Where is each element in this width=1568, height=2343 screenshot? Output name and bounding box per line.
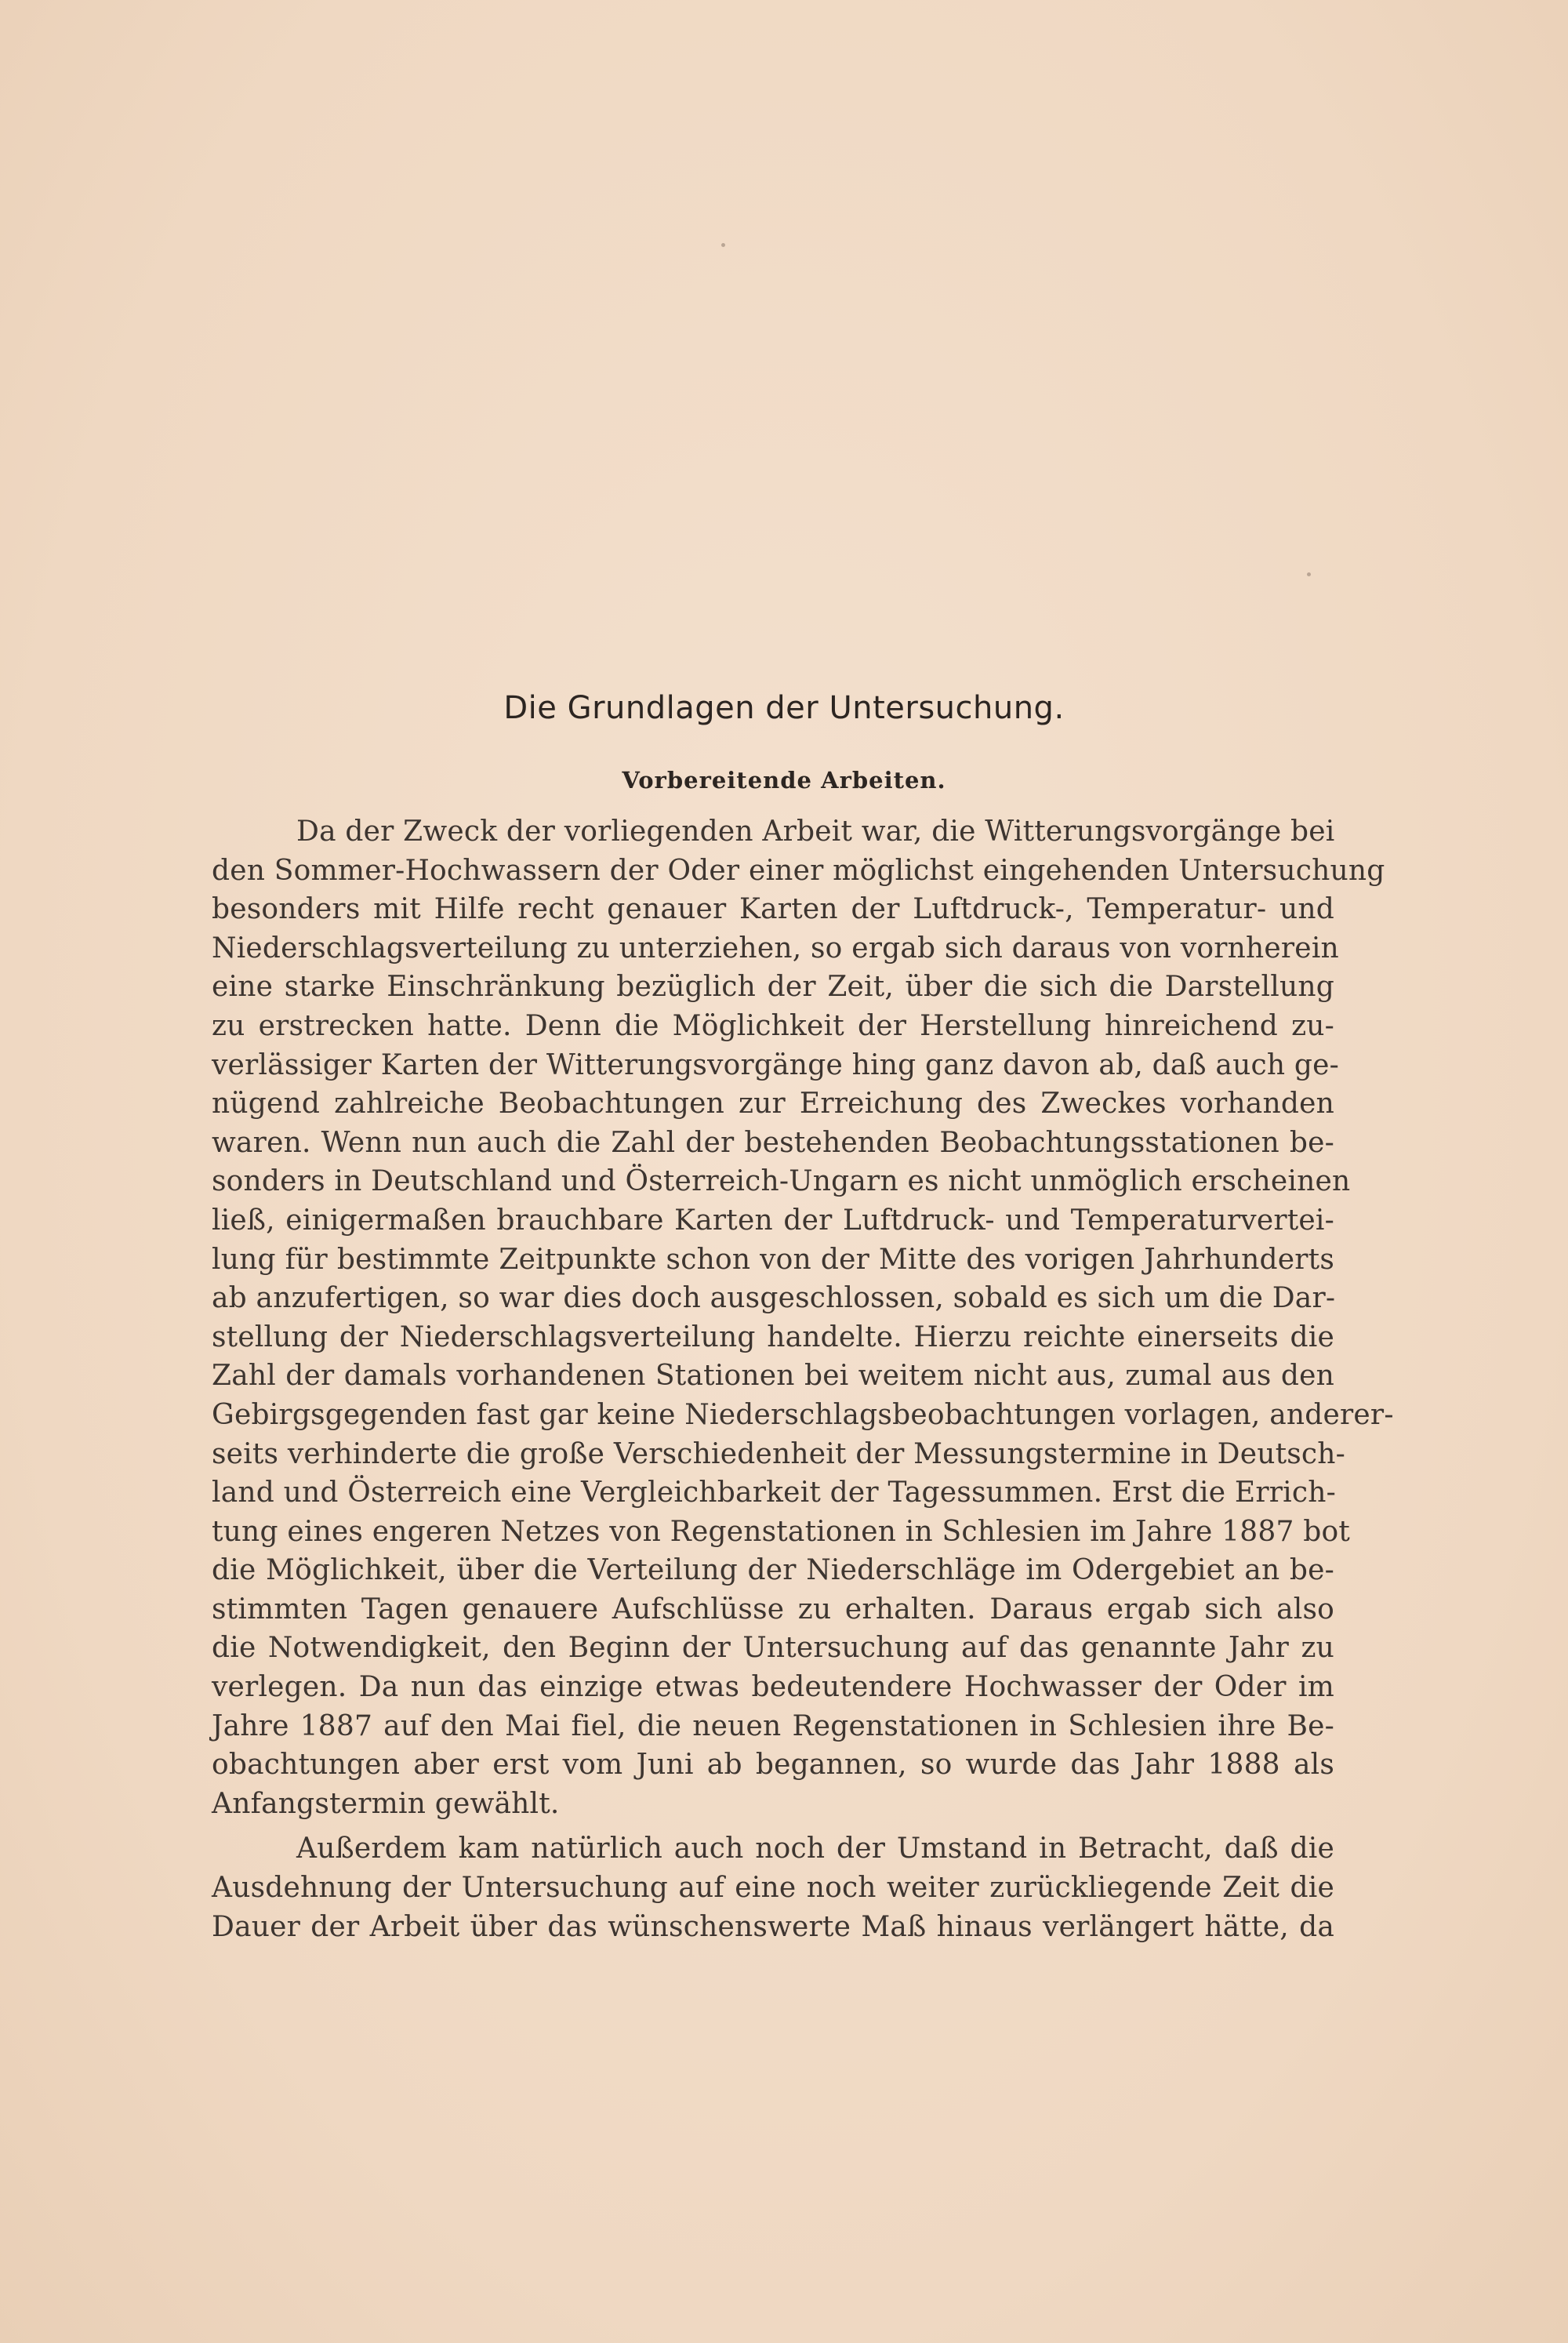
text-line: Niederschlagsverteilung zu unterziehen, so ergab sich daraus von vornherein [212,932,1339,964]
text-line: die Möglichkeit, über die Verteilung der Niederschläge im Odergebiet an be- [212,1554,1334,1587]
text-line: Gebirgsgegenden fast gar keine Niederschlagsbeobachtungen vorlagen, anderer- [212,1398,1394,1431]
text-line: land und Österreich eine Vergleichbarkeit der Tagessummen. Erst die Errich- [212,1477,1336,1509]
text-line: nügend zahlreiche Beobachtungen zur Erreichung des Zweckes vorhanden [212,1088,1334,1121]
text-line: zu erstrecken hatte. Denn die Möglichkeit der Herstellung hinreichend zu- [212,1009,1334,1042]
text-line: Jahre 1887 auf den Mai fiel, die neuen Regenstationen in Schlesien ihre Be- [212,1709,1334,1742]
text-line: Zahl der damals vorhandenen Stationen bei weitem nicht aus, zumal aus den [212,1360,1334,1393]
text-line: ließ, einigermaßen brauchbare Karten der Luftdruck- und Temperaturvertei- [212,1204,1334,1237]
text-line: stimmten Tagen genauere Aufschlüsse zu erhalten. Daraus ergab sich also [212,1593,1334,1626]
paragraph-gap [212,1823,1334,1829]
text-line: sonders in Deutschland und Österreich-Ungarn es nicht unmöglich erscheinen [212,1165,1351,1198]
text-line: lung für bestimmte Zeitpunkte schon von der Mitte des vorigen Jahrhunderts [212,1243,1334,1276]
paper-speck [1307,572,1311,576]
section-subtitle: Vorbereitende Arbeiten. [622,767,946,794]
body-text [212,812,1394,1946]
text-line: verlässiger Karten der Witterungsvorgänge hing ganz davon ab, daß auch ge- [212,1048,1339,1081]
text-line: eine starke Einschränkung bezüglich der Zeit, über die sich die Darstellung [212,971,1334,1004]
text-line: verlegen. Da nun das einzige etwas bedeutendere Hochwasser der Oder im [212,1671,1334,1704]
paper-speck [721,243,725,247]
chapter-title: Die Grundlagen der Untersuchung. [503,690,1065,726]
text-line: Dauer der Arbeit über das wünschenswerte Maß hinaus verlängert hätte, da [212,1910,1334,1943]
text-line: Außerdem kam natürlich auch noch der Umstand in Betracht, daß die [296,1833,1334,1865]
text-line: ab anzufertigen, so war dies doch ausgeschlossen, sobald es sich um die Dar- [212,1282,1336,1315]
text-line: den Sommer-Hochwassern der Oder einer möglichst eingehenden Untersuchung [212,854,1385,887]
text-line: tung eines engeren Netzes von Regenstationen in Schlesien im Jahre 1887 bot [212,1515,1351,1548]
text-line: Ausdehnung der Untersuchung auf eine noch weiter zurückliegende Zeit die [212,1872,1334,1905]
text-line: besonders mit Hilfe recht genauer Karten der Luftdruck-, Temperatur- und [212,893,1334,926]
text-line: stellung der Niederschlagsverteilung handelte. Hierzu reichte einerseits die [212,1320,1334,1353]
text-line: seits verhinderte die große Verschiedenheit der Messungstermine in Deutsch- [212,1437,1346,1470]
text-line: die Notwendigkeit, den Beginn der Untersuchung auf das genannte Jahr zu [212,1632,1334,1665]
text-line: Da der Zweck der vorliegenden Arbeit war, die Witterungsvorgänge bei [296,816,1335,848]
text-line: waren. Wenn nun auch die Zahl der bestehenden Beobachtungsstationen be- [212,1126,1334,1159]
paragraph [212,812,1394,1823]
text-line: Anfangstermin gewählt. [212,1787,560,1820]
paragraph [212,1829,1334,1946]
text-line: obachtungen aber erst vom Juni ab begannen, so wurde das Jahr 1888 als [212,1749,1334,1782]
